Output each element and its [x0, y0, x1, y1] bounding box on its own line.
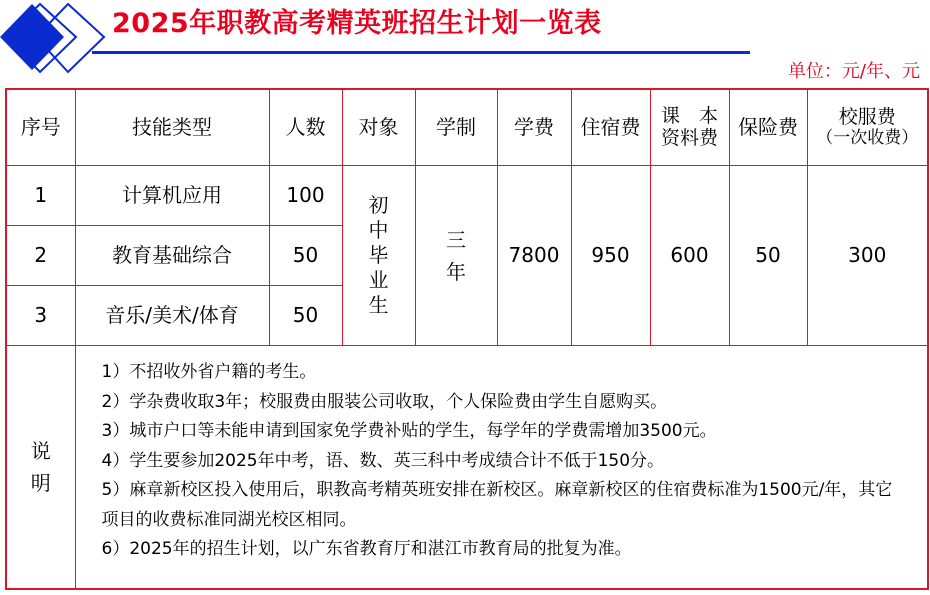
row-skill: 音乐/美术/体育: [75, 286, 269, 346]
notes-label: 说明: [30, 439, 51, 495]
note-item: 4）学生要参加2025年中考，语、数、英三科中考成绩合计不低于150分。: [101, 450, 665, 471]
header-materials: [650, 89, 729, 166]
header-insurance: 保险费: [729, 89, 807, 166]
header-target: 对象: [342, 89, 415, 166]
note-item: 3）城市户口等未能申请到国家免学费补贴的学生，每学年的学费需增加3500元。: [101, 421, 717, 441]
notes-cell: [75, 346, 928, 590]
note-item: 6）2025年的招生计划，以广东省教育厅和湛江市教育局的批复为准。: [101, 539, 632, 559]
notes-label-cell: [6, 346, 75, 590]
row-count: 50: [269, 226, 342, 286]
cell-materials: 600: [650, 166, 729, 346]
row-skill: 计算机应用: [75, 166, 269, 226]
row-count: 100: [269, 166, 342, 226]
header-tuition: 学费: [497, 89, 571, 166]
note-item: 5）麻章新校区投入使用后，职教高考精英班安排在新校区。麻章新校区的住宿费标准为1500元/年，其它项目的收费标准同湖光校区相同。: [101, 480, 893, 530]
header-uniform: [807, 89, 928, 166]
note-item: 2）学杂费收取3年；校服费由服装公司收取，个人保险费由学生自愿购买。: [101, 391, 668, 412]
page-title: 2025年职教高考精英班招生计划一览表: [112, 8, 602, 39]
row-no: 1: [6, 166, 75, 226]
logo: [0, 0, 110, 78]
cell-duration: [415, 166, 497, 346]
header-uniform-line1: 校服费: [838, 105, 896, 128]
title-underline: [92, 51, 750, 54]
note-item: 1）不招收外省户籍的考生。: [101, 362, 317, 382]
row-no: 2: [6, 226, 75, 286]
row-count: 50: [269, 286, 342, 346]
header-skill: 技能类型: [75, 89, 269, 166]
header-materials-line2: 资料费: [660, 126, 718, 149]
enrollment-table: [5, 88, 929, 590]
cell-lodging: 950: [571, 166, 650, 346]
header-lodging: 住宿费: [571, 89, 650, 166]
row-skill: 教育基础综合: [75, 226, 269, 286]
logo-blue-diamond: [0, 4, 64, 70]
row-no: 3: [6, 286, 75, 346]
target-text: 初中毕业生: [368, 193, 389, 317]
unit-note: 单位：元/年、元: [787, 61, 920, 82]
table-header-row: [6, 89, 928, 166]
cell-tuition: 7800: [497, 166, 571, 346]
header-materials-line1: 课 本: [660, 104, 718, 127]
cell-uniform: 300: [807, 166, 928, 346]
duration-text: 三年: [446, 227, 466, 284]
header-count: 人数: [269, 89, 342, 166]
notes-row: [6, 346, 928, 590]
header-uniform-line2: （一次收费）: [816, 127, 919, 148]
header-duration: 学制: [415, 89, 497, 166]
table-row: [6, 166, 928, 226]
header-no: 序号: [6, 89, 75, 166]
cell-insurance: 50: [729, 166, 807, 346]
cell-target: [342, 166, 415, 346]
